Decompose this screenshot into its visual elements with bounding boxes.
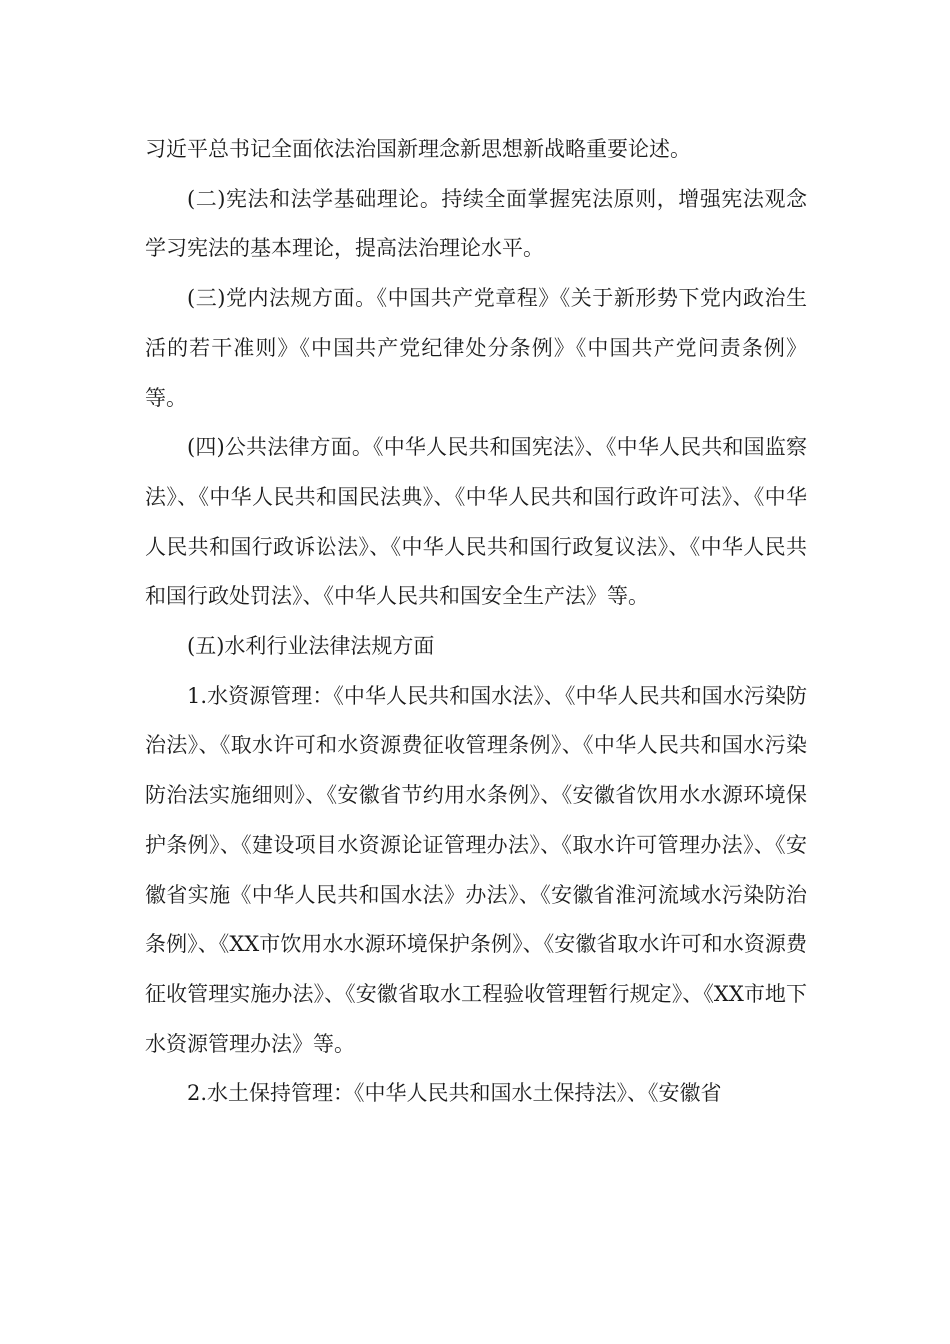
paragraph-party-regulations: (三)党内法规方面。《中国共产党章程》《关于新形势下党内政治生活的若干准则》《中国共产党纪律处分条例》《中国共产党问责条例》等。 bbox=[145, 286, 807, 410]
paragraph-water-industry-heading: (五)水利行业法律法规方面 bbox=[187, 634, 435, 659]
paragraph-public-law: (四)公共法律方面。《中华人民共和国宪法》、《中华人民共和国监察法》、《中华人民共和国民法典》、《中华人民共和国行政许可法》、《中华人民共和国行政诉讼法》、《中华人民共和国行政复议法》、《中华人民共和国行政处罚法》、《中华人民共和国安全生产法》等。 bbox=[145, 435, 807, 609]
paragraph-water-resources: 1.水资源管理：《中华人民共和国水法》、《中华人民共和国水污染防治法》、《取水许可和水资源费征收管理条例》、《中华人民共和国水污染防治法实施细则》、《安徽省节约用水条例》、《安徽省饮用水水源环境保护条例》、《建设项目水资源论证管理办法》、《取水许可管理办法》、《安徽省实施《中华人民共和国水法》办法》、《安徽省淮河流域水污染防治条例》、《XX市饮用水水源环境保护条例》、《安徽省取水许可和水资源费征收管理实施办法》、《安徽省取水工程验收管理暂行规定》、《XX市地下水资源管理办法》等。 bbox=[145, 683, 807, 1056]
paragraph-continuation: 习近平总书记全面依法治国新理念新思想新战略重要论述。 bbox=[145, 137, 691, 161]
document-body bbox=[145, 125, 807, 1119]
paragraph-soil-conservation: 2.水土保持管理：《中华人民共和国水土保持法》、《安徽省 bbox=[187, 1081, 722, 1106]
paragraph-constitution: (二)宪法和法学基础理论。持续全面掌握宪法原则，增强宪法观念学习宪法的基本理论，提高法治理论水平。 bbox=[145, 186, 807, 261]
